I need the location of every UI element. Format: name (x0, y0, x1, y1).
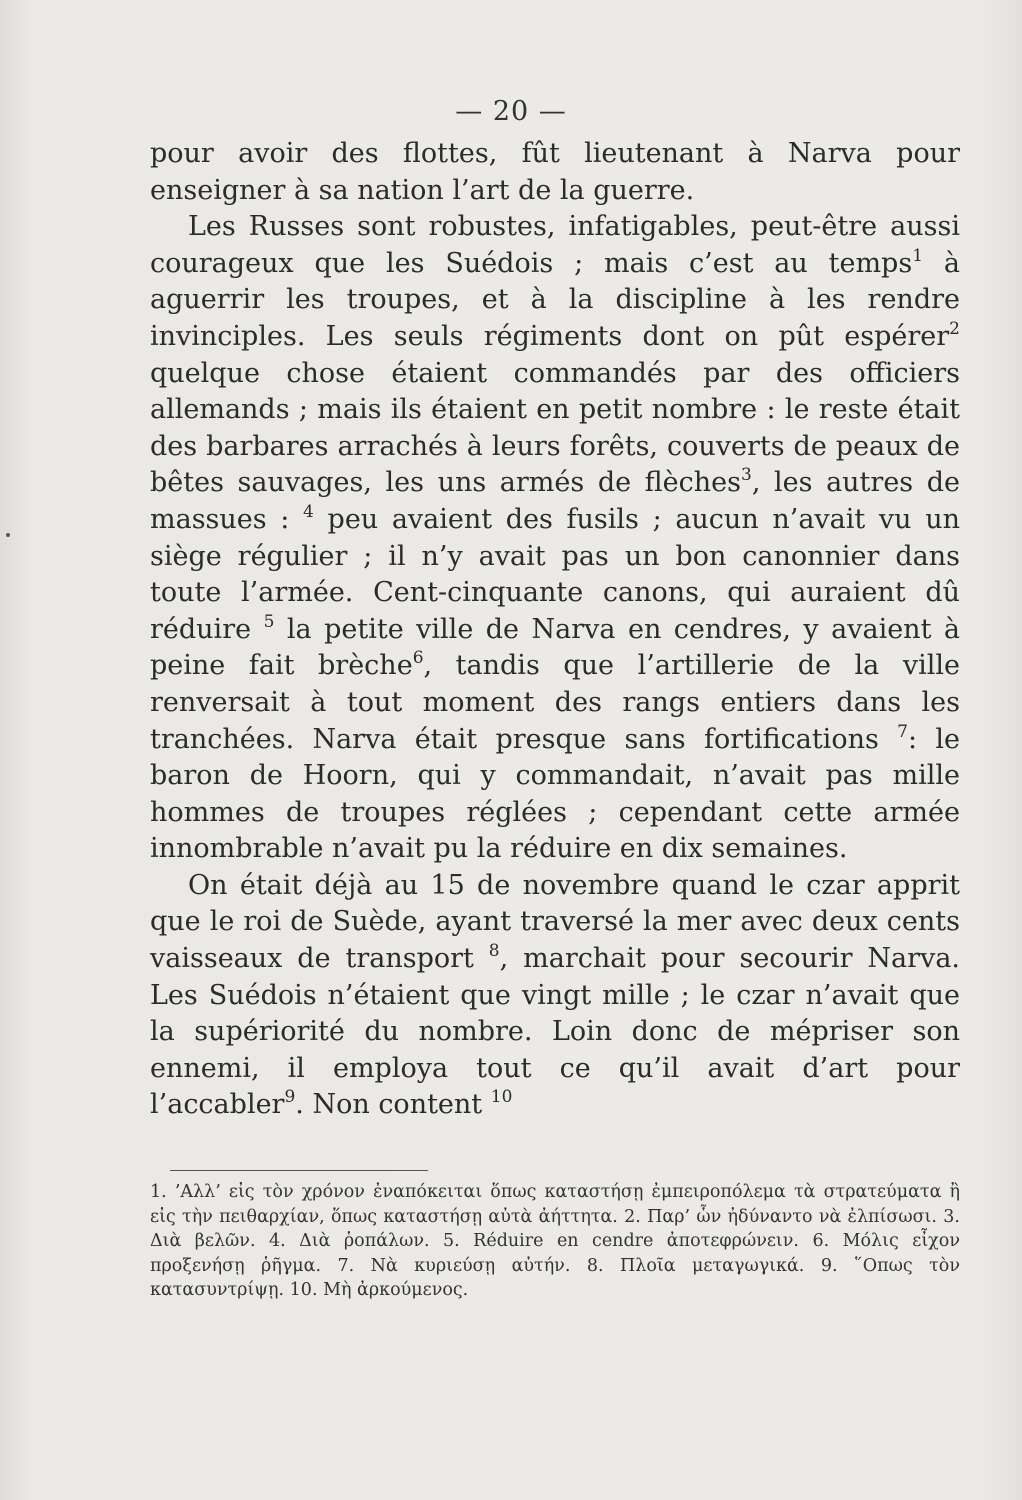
note-ref: 6 (412, 648, 424, 669)
footnote: 6. Μόλις εἶχον προξενήσῃ ῥῆγμα. (150, 1231, 960, 1276)
footnote: 1. ’Αλλ’ εἰς τὸν χρόνον ἐναπόκειται ὅπως καταστήσῃ ἐμπειροπόλεμα τὰ στρατεύματα ἢ εἰς τὴν πειθαρχίαν, ὅπως καταστήσῃ αὐτὰ ἀήττητα. (150, 1182, 960, 1227)
note-ref: 1 (912, 245, 924, 266)
footnote: 2. Παρ’ ὧν ἠδύναντο νὰ ἐλπίσωσι. (624, 1206, 937, 1227)
footnote: 7. Νὰ κυριεύσῃ αὐτήν. (337, 1255, 571, 1276)
body-text (150, 136, 960, 1124)
note-ref: 10 (490, 1087, 513, 1108)
note-ref: 7 (897, 721, 908, 742)
note-ref: 5 (263, 611, 275, 632)
footnotes (150, 1180, 960, 1303)
footnote: 5. Réduire en cendre ἀποτεφρώνειν. (443, 1231, 799, 1252)
footnote-rule (170, 1170, 428, 1171)
footnote: 9. ῞Οπως τὸν κατασυντρίψῃ. (150, 1255, 960, 1301)
note-ref: 3 (741, 465, 752, 486)
ink-speck (6, 533, 10, 537)
note-ref: 2 (949, 318, 960, 339)
note-ref: 4 (303, 501, 314, 522)
footnote: 8. Πλοῖα μεταγωγικά. (586, 1255, 805, 1276)
footnote: 4. Διὰ ῥοπάλων. (268, 1231, 430, 1252)
paragraph-1: pour avoir des flottes, fût lieutenant à Narva pour enseigner à sa nation l’art de la guerre. (150, 138, 960, 206)
footnote: 10. Μὴ ἀρκούμενος. (289, 1280, 469, 1301)
paragraph-2: Les Russes sont robustes, infatigables, peut-être aussi courageux que les Suédois ; mais c’est au temps$^1$ à aguerrir les troupes, et à la discipline à les rendre invinciples. Les seuls régiments dont on pût espérer$^2$ quelque chose étaient commandés par des officiers allemands ; mais ils étaient en petit nombre : le reste était des barbares arrachés à leurs forêts, couverts de peaux de bêtes sauvages, les uns armés de flèches$^3$, les autres de massues : $^4$ peu avaient des fusils ; aucun n’avait vu un siège régulier ; il n’y avait pas un bon canonnier dans toute l’armée. Cent-cinquante canons, qui auraient dû réduire $^5$ la petite ville de Narva en cendres, y avaient à peine fait brèche$^6$, tandis que l’artillerie de la ville renversait à tout moment des rangs entiers dans les tranchées. Narva était presque sans fortifications $^7$: le baron de Hoorn, qui y commandait, n’avait pas mille hommes de troupes réglées ; cependant cette armée innombrable n’avait pu la réduire en dix semaines. (150, 211, 960, 865)
note-ref: 9 (284, 1087, 296, 1108)
footnote: 3. Διὰ βελῶν. (150, 1206, 960, 1252)
note-ref: 8 (488, 941, 500, 962)
page-number: — 20 — (455, 96, 567, 127)
paragraph-3: On était déjà au 15 de novembre quand le czar apprit que le roi de Suède, ayant traversé la mer avec deux cents vaisseaux de transport $^8$, marchait pour secourir Narva. Les Suédois n’étaient que vingt mille ; le czar n’avait que la supériorité du nombre. Loin donc de mépriser son ennemi, il employa tout ce qu’il avait d’art pour l’accabler$^9$. Non content $^{10}$ (150, 869, 960, 1121)
